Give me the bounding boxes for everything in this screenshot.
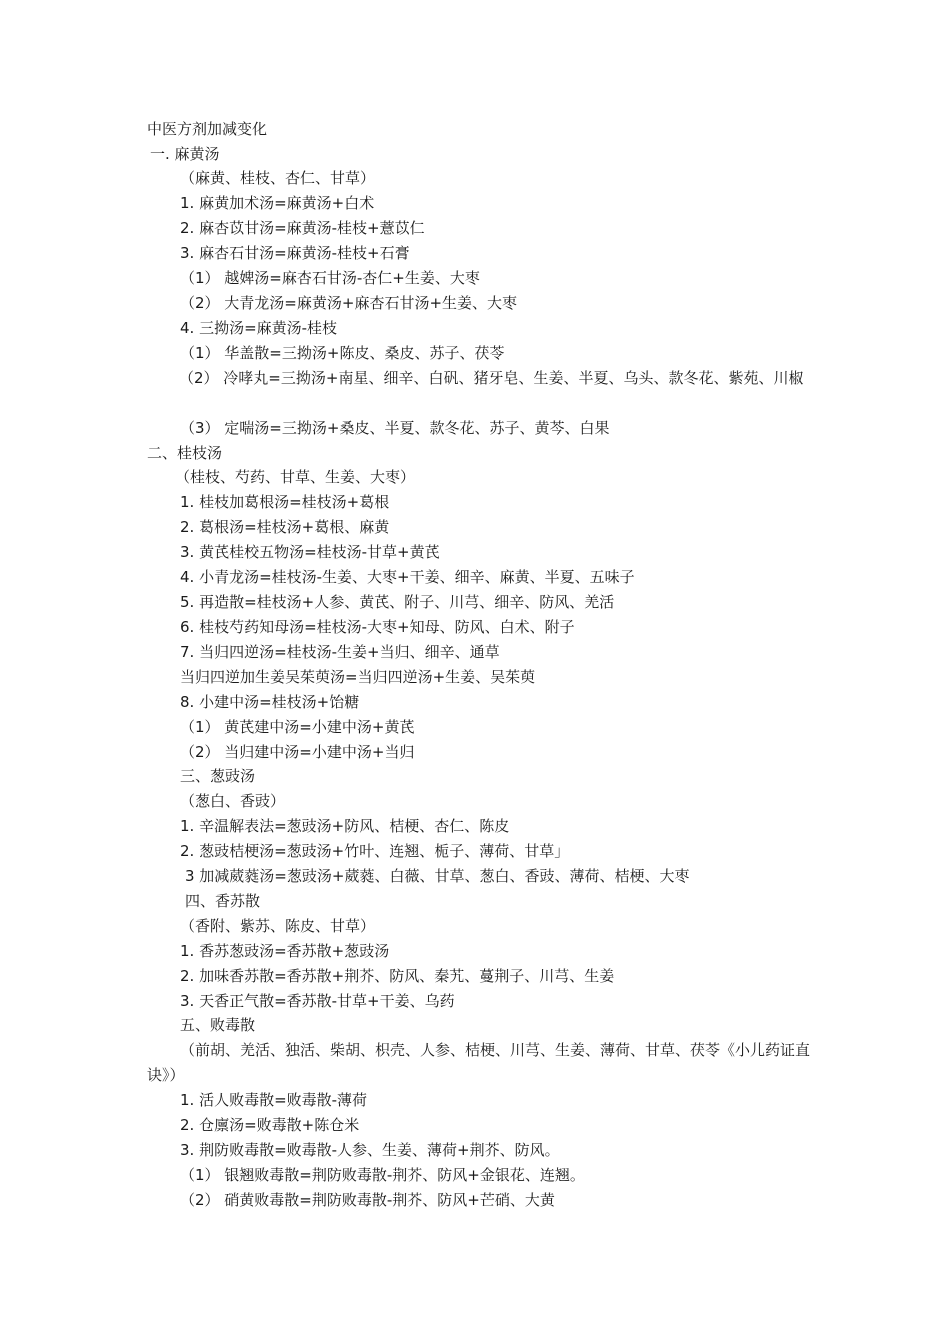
formula-item: 3. 天香正气散=香苏散-甘草+干姜、乌药 — [180, 992, 455, 1010]
formula-item: 7. 当归四逆汤=桂枝汤-生姜+当归、细辛、通草 — [180, 643, 500, 661]
section-heading: 一. 麻黄汤 — [150, 145, 220, 163]
formula-item: 4. 三拗汤=麻黄汤-桂枝 — [180, 319, 338, 337]
section-heading: 五、败毒散 — [180, 1016, 256, 1034]
formula-subitem: （2） 大青龙汤=麻黄汤+麻杏石甘汤+生姜、大枣 — [180, 294, 518, 312]
formula-subitem: （2） 冷哮丸=三拗汤+南星、细辛、白矾、猪牙皂、生姜、半夏、乌头、款冬花、紫苑、川椒 — [179, 369, 804, 387]
formula-item: 1. 麻黄加术汤=麻黄汤+白术 — [180, 194, 375, 212]
ingredients-line: （葱白、香豉） — [180, 792, 286, 810]
formula-item: 1. 活人败毒散=败毒散-薄荷 — [180, 1091, 368, 1109]
ingredients-line: （桂枝、芍药、甘草、生姜、大枣） — [175, 468, 416, 486]
formula-item: 1. 桂枝加葛根汤=桂枝汤+葛根 — [180, 493, 390, 511]
formula-item: 2. 仓廪汤=败毒散+陈仓米 — [180, 1116, 360, 1134]
section-heading: 四、香苏散 — [185, 892, 261, 910]
formula-subitem: （2） 当归建中汤=小建中汤+当归 — [180, 743, 415, 761]
formula-subitem: （1） 华盖散=三拗汤+陈皮、桑皮、苏子、茯苓 — [180, 344, 505, 362]
formula-note: 当归四逆加生姜吴茱萸汤=当归四逆汤+生姜、吴茱萸 — [180, 668, 536, 686]
formula-item: 1. 香苏葱豉汤=香苏散+葱豉汤 — [180, 942, 390, 960]
formula-subitem: （3） 定喘汤=三拗汤+桑皮、半夏、款冬花、苏子、黄芩、白果 — [180, 419, 610, 437]
formula-item: 5. 再造散=桂枝汤+人参、黄芪、附子、川芎、细辛、防风、羌活 — [180, 593, 615, 611]
ingredients-line: （麻黄、桂枝、杏仁、甘草） — [180, 169, 376, 187]
formula-item: 6. 桂枝芍药知母汤=桂枝汤-大枣+知母、防风、白术、附子 — [180, 618, 575, 636]
formula-subitem: （2） 硝黄败毒散=荆防败毒散-荆芥、防风+芒硝、大黄 — [180, 1191, 555, 1209]
section-heading: 二、桂枝汤 — [147, 444, 223, 462]
document-title: 中医方剂加减变化 — [147, 120, 268, 138]
formula-subitem: （1） 银翘败毒散=荆防败毒散-荆芥、防风+金银花、连翘。 — [180, 1166, 585, 1184]
formula-item: 3. 黄芪桂校五物汤=桂枝汤-甘草+黄芪 — [180, 543, 440, 561]
section-heading: 三、葱豉汤 — [180, 767, 256, 785]
formula-subitem: （1） 越婢汤=麻杏石甘汤-杏仁+生姜、大枣 — [180, 269, 480, 287]
ingredients-line: （前胡、羌活、独活、柴胡、枳壳、人参、桔梗、川芎、生姜、薄荷、甘草、茯苓《小儿药证直诀》） — [147, 1041, 811, 1084]
formula-item: 4. 小青龙汤=桂枝汤-生姜、大枣+干姜、细辛、麻黄、半夏、五味子 — [180, 568, 635, 586]
formula-item: 1. 辛温解表法=葱豉汤+防风、桔梗、杏仁、陈皮 — [180, 817, 510, 835]
formula-item: 3. 荆防败毒散=败毒散-人参、生姜、薄荷+荆芥、防风。 — [180, 1141, 560, 1159]
formula-item: 2. 葛根汤=桂枝汤+葛根、麻黄 — [180, 518, 390, 536]
formula-subitem: （1） 黄芪建中汤=小建中汤+黄芪 — [180, 718, 415, 736]
formula-item: 2. 葱豉桔梗汤=葱豉汤+竹叶、连翘、栀子、薄荷、甘草」 — [180, 842, 570, 860]
formula-item: 3. 麻杏石甘汤=麻黄汤-桂枝+石膏 — [180, 244, 410, 262]
formula-item: 3 加减葳蕤汤=葱豉汤+葳蕤、白薇、甘草、葱白、香豉、薄荷、桔梗、大枣 — [185, 867, 690, 885]
formula-item: 2. 麻杏苡甘汤=麻黄汤-桂枝+薏苡仁 — [180, 219, 425, 237]
ingredients-line: （香附、紫苏、陈皮、甘草） — [180, 917, 376, 935]
formula-item: 2. 加味香苏散=香苏散+荆芥、防风、秦艽、蔓荆子、川芎、生姜 — [180, 967, 615, 985]
formula-item: 8. 小建中汤=桂枝汤+饴糖 — [180, 693, 360, 711]
